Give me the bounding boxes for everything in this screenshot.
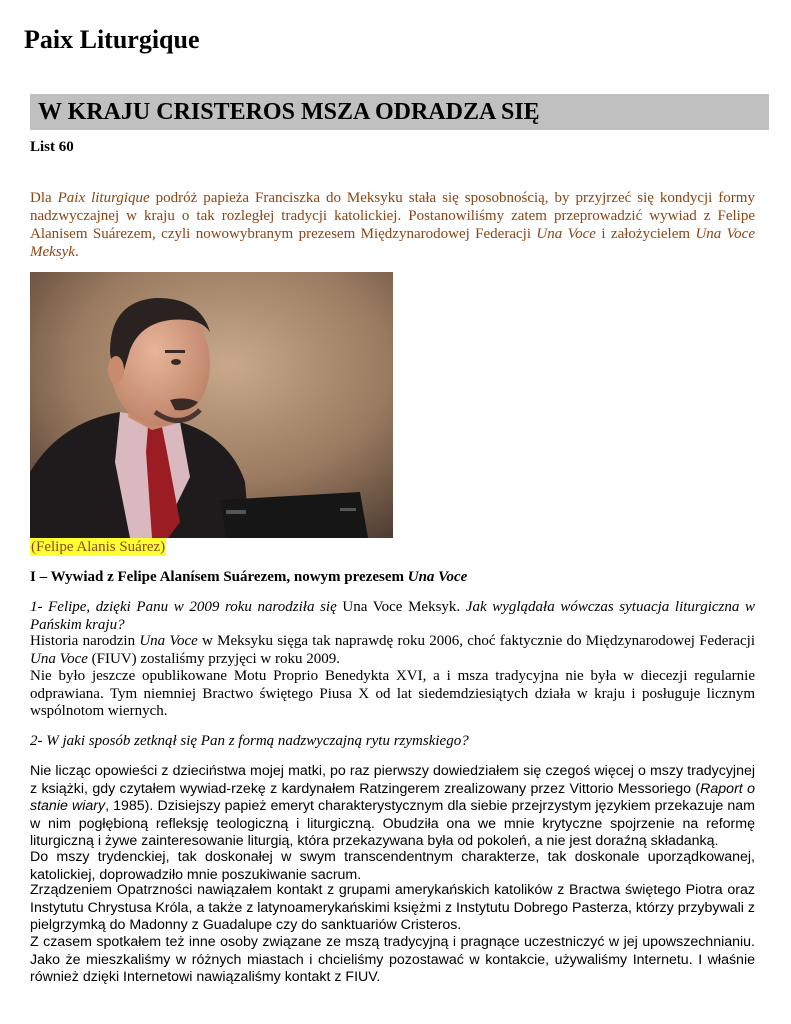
photo-caption: (Felipe Alanis Suárez) xyxy=(31,539,166,555)
answer-2-paragraph-2: Do mszy trydenckiej, tak doskonałej w swym transcendentnym charakterze, tak doskonale uporządkowanej, katolickiej, doprowadziło mnie poszukiwanie sacrum. xyxy=(30,849,755,883)
answer-2-paragraph-3: Zrządzeniem Opatrzności nawiązałem kontakt z grupami amerykańskich katolików z Bractwa świętego Piotra oraz Instytutu Chrystusa Króla, a także z latynoamerykańskimi księżmi z Instytutu Dobrego Pasterza, którzy przybywali z pielgrzymką do Madonny z Guadalupe czy do sanktuariów Cristeros. xyxy=(30,882,755,933)
intro-paragraph: Dla Paix liturgique podróż papieża Franciszka do Meksyku stała się sposobnością, by przyjrzeć się kondycji formy nadzwyczajnej w kraju o tak rozległej tradycji katolickiej. Postanowiliśmy zatem przeprowadzić wywiad z Felipe Alanisem Suárezem, czyli nowowybranym prezesem Międzynarodowej Federacji Una Voce i założycielem Una Voce Meksyk. xyxy=(30,190,756,260)
headline-bar xyxy=(30,94,769,130)
section-title: I – Wywiad z Felipe Alanísem Suárezem, nowym prezesem Una Voce xyxy=(30,569,468,585)
answer-2-paragraph-4: Z czasem spotkałem też inne osoby związane ze mszą tradycyjną i pragnące uczestniczyć w jej upowszechnianiu. Jako że mieszkaliśmy w różnych miastach i chcieliśmy pozostawać w kontakcie, używaliśmy Internetu. I właśnie również dzięki Internetowi nawiązaliśmy kontakt z FIUV. xyxy=(30,934,755,985)
answer-1-paragraph-2: Nie było jeszcze opublikowane Motu Proprio Benedykta XVI, a i msza tradycyjna nie była w diecezji regularnie odprawiana. Tym niemniej Bractwo świętego Piusa X od lat siedemdziesiątych działa w kraju i posługuje licznym wspólnotom wiernych. xyxy=(30,668,755,719)
site-title: Paix Liturgique xyxy=(24,25,200,54)
answer-2-paragraph-1: Nie licząc opowieści z dzieciństwa mojej matki, po raz pierwszy dowiedziałem się czegoś więcej o mszy tradycyjnej z książki, gdy czytałem wywiad-rzekę z kardynałem Ratzingerem zrealizowany przez Vittorio Messoriego (Raport o stanie wiary, 1985). Dzisiejszy papież emeryt charakterystycznym dla siebie przejrzystym językiem przekazuje nam w nim pogłębioną refleksję teologiczną i liturgiczną. Obudziła ona we mnie krytyczne spojrzenie na reformę liturgiczną i żywe zainteresowanie liturgią, która przekazywana była od pokoleń, a nie jest doraźną składanką. xyxy=(30,763,755,849)
question-1: 1- Felipe, dzięki Panu w 2009 roku narodziła się Una Voce Meksyk. Jak wyglądała wówczas sytuacja liturgiczna w Pańskim kraju? xyxy=(30,599,755,633)
answer-1-paragraph-1: Historia narodzin Una Voce w Meksyku sięga tak naprawdę roku 2006, choć faktycznie do Międzynarodowej Federacji Una Voce (FIUV) zostaliśmy przyjęci w roku 2009. xyxy=(30,633,755,667)
question-2: 2- W jaki sposób zetknął się Pan z formą nadzwyczajną rytu rzymskiego? xyxy=(30,733,469,749)
interviewee-photo xyxy=(30,272,393,538)
list-number: List 60 xyxy=(30,139,74,155)
article-headline: W KRAJU CRISTEROS MSZA ODRADZA SIĘ xyxy=(38,99,540,125)
